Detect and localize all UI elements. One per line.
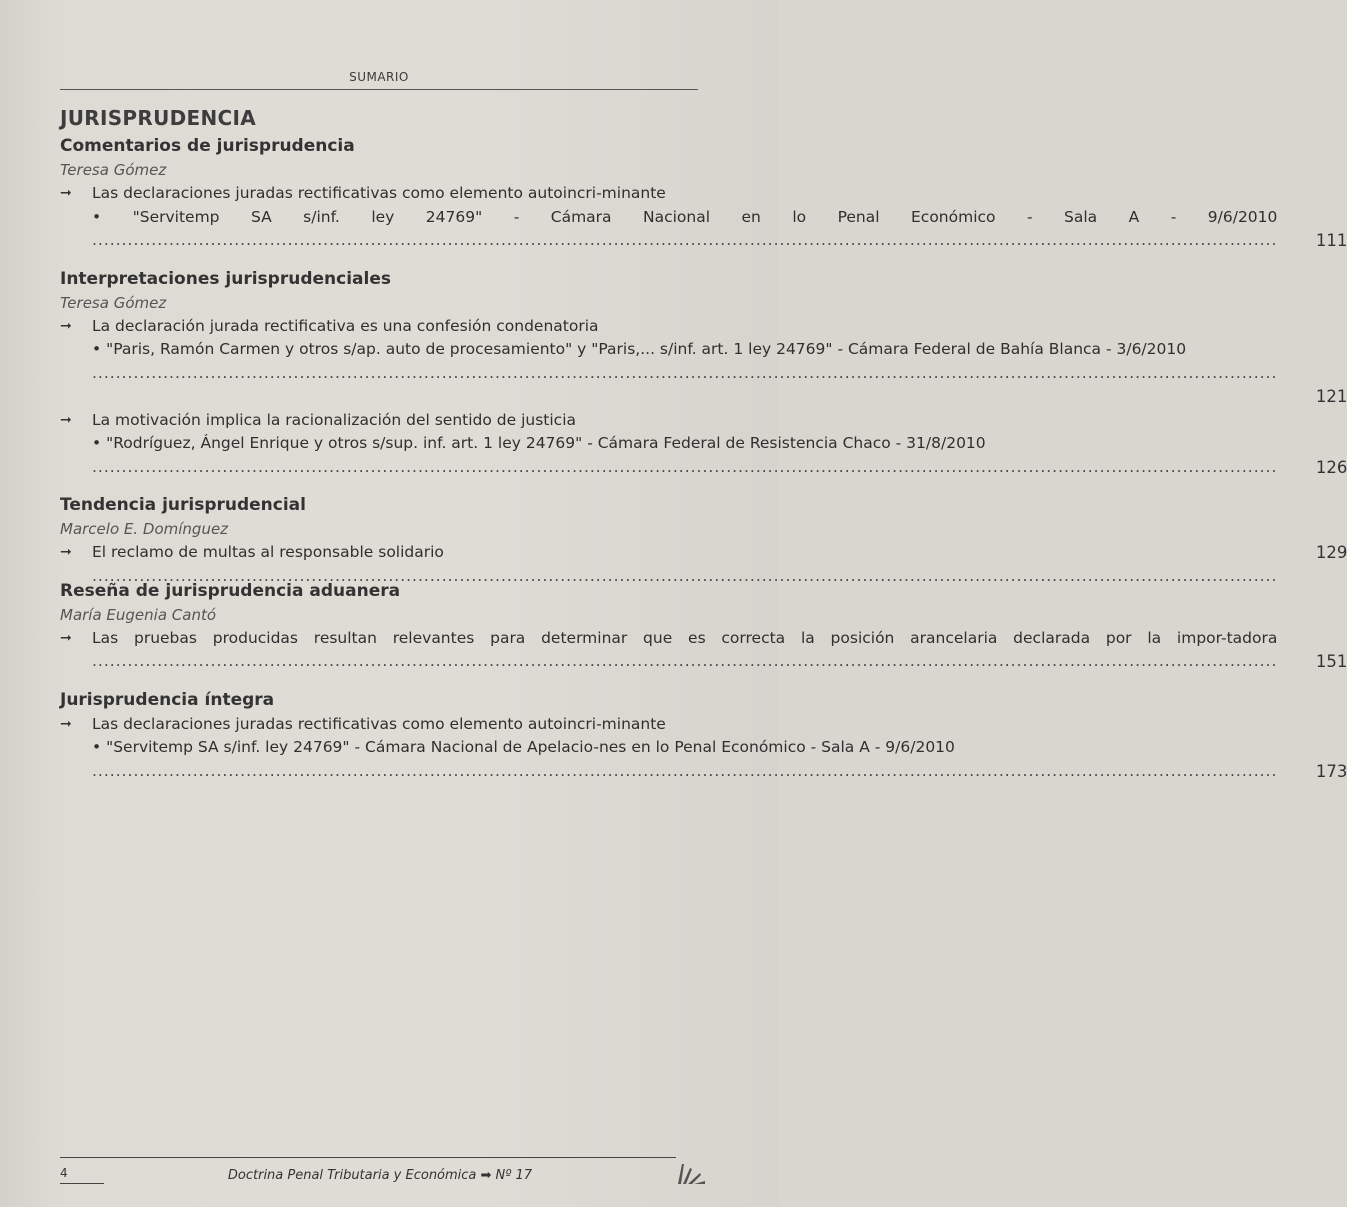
toc-subentry[interactable] <box>60 736 1347 783</box>
footer-rule <box>60 1157 676 1158</box>
table-of-contents <box>60 106 1347 797</box>
toc-subentry[interactable] <box>60 338 1347 409</box>
dot-leader: ........................................................................................................................................................................................................ <box>92 761 1278 780</box>
toc-group <box>60 267 1347 480</box>
dot-leader: ........................................................................................................................................................................................................ <box>92 231 1278 249</box>
toc-entry[interactable] <box>60 182 700 206</box>
group-title: Interpretaciones jurisprudenciales <box>60 268 391 289</box>
author-name: Marcelo E. Domínguez <box>60 520 229 538</box>
page-number: 111 <box>1315 231 1347 250</box>
running-footer: Doctrina Penal Tributaria y Económica ➡ Nº 17 <box>227 1168 533 1183</box>
dot-leader: ........................................................................................................................................................................................................ <box>92 363 1278 382</box>
toc-group <box>60 579 1347 674</box>
entry-title: La declaración jurada rectificativa es una confesión condenatoria <box>92 316 599 335</box>
group-title: Tendencia jurisprudencial <box>60 495 306 515</box>
entry-detail: • "Servitemp SA s/inf. ley 24769" - Cámara Nacional en lo Penal Económico - Sala A - 9/6/2010 <box>92 207 1278 226</box>
author-name: María Eugenia Cantó <box>60 605 217 624</box>
page-number: 173 <box>1315 761 1347 781</box>
arrow-icon: ➞ <box>60 629 72 646</box>
entry-title: Las declaraciones juradas rectificativas como elemento autoincri-minante <box>92 714 666 733</box>
page-number: 121 <box>1315 387 1347 406</box>
publisher-logo-icon <box>676 1160 706 1186</box>
dot-leader: ........................................................................................................................................................................................................ <box>92 652 1278 670</box>
toc-entry[interactable] <box>60 541 1347 585</box>
arrow-icon: ➞ <box>60 317 72 334</box>
group-title: Reseña de jurisprudencia aduanera <box>60 580 401 601</box>
author-name: Teresa Gómez <box>60 161 167 179</box>
running-header: SUMARIO <box>349 70 409 84</box>
entry-detail: • "Rodríguez, Ángel Enrique y otros s/sup. inf. art. 1 ley 24769" - Cámara Federal de Resistencia Chaco - 31/8/2010 <box>92 434 986 452</box>
entry-detail: • "Servitemp SA s/inf. ley 24769" - Cámara Nacional de Apelacio-nes en lo Penal Económico - Sala A - 9/6/2010 <box>92 738 955 756</box>
toc-entry[interactable] <box>60 315 700 339</box>
header-rule <box>60 89 698 90</box>
page-number: 129 <box>1315 543 1347 562</box>
group-title: Jurisprudencia íntegra <box>60 689 275 710</box>
arrow-icon: ➞ <box>60 715 72 732</box>
entry-title: Las declaraciones juradas rectificativas como elemento autoincri-minante <box>92 184 666 202</box>
toc-group <box>60 134 1347 253</box>
section-title: JURISPRUDENCIA <box>60 106 257 130</box>
arrow-icon: ➞ <box>60 411 72 428</box>
toc-subentry[interactable] <box>60 432 1347 479</box>
page-number: 126 <box>1315 457 1347 477</box>
toc-subentry[interactable] <box>60 206 1347 253</box>
entry-title: Las pruebas producidas resultan relevantes para determinar que es correcta la posición arancelaria declarada por la impor-tadora <box>92 628 1278 647</box>
dot-leader: ........................................................................................................................................................................................................ <box>92 457 1278 476</box>
toc-entry[interactable] <box>60 627 1347 674</box>
arrow-icon: ➞ <box>60 544 72 560</box>
page-number: 151 <box>1315 652 1347 671</box>
toc-entry[interactable] <box>60 409 700 433</box>
author-name: Teresa Gómez <box>60 293 167 312</box>
toc-entry[interactable] <box>60 713 700 737</box>
entry-detail: • "Paris, Ramón Carmen y otros s/ap. auto de procesamiento" y "Paris,... s/inf. art. 1 ley 24769" - Cámara Federal de Bahía Blanca - 3/6/2010 <box>92 340 1187 358</box>
group-title: Comentarios de jurisprudencia <box>60 136 355 156</box>
dot-leader: ........................................................................................................................................................................................................ <box>92 566 1278 585</box>
folio-underline <box>60 1183 104 1184</box>
entry-title: El reclamo de multas al responsable solidario <box>92 543 444 561</box>
entry-title: La motivación implica la racionalización del sentido de justicia <box>92 410 577 429</box>
toc-group <box>60 688 1347 784</box>
folio-number: 4 <box>60 1166 68 1180</box>
arrow-icon: ➞ <box>60 185 72 201</box>
toc-group <box>60 493 1347 585</box>
